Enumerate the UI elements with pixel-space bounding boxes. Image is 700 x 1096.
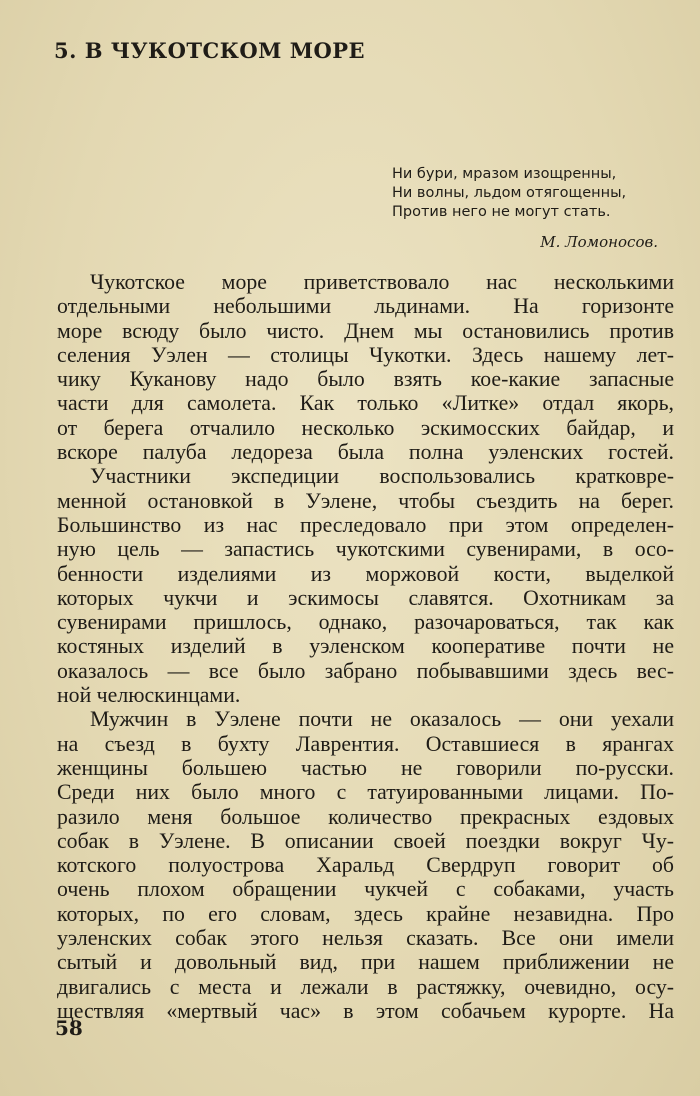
text-line: двигались с места и лежали в растяжку, очевидно, осу-: [57, 974, 674, 999]
text-line: уэленских собак этого нельзя сказать. Все они имели: [57, 926, 674, 951]
text-line: Среди них было много с татуированными лицами. По-: [57, 780, 674, 805]
text-line: части для самолета. Как только «Литке» отдал якорь,: [57, 391, 674, 416]
chapter-title: 5. В ЧУКОТСКОМ МОРЕ: [54, 38, 366, 63]
text-line: ществляя «мертвый час» в этом собачьем курорте. На: [57, 998, 674, 1023]
text-line: сытый и довольный вид, при нашем приближении не: [57, 950, 674, 975]
text-line: ной челюскинцами.: [57, 683, 241, 708]
text-line: отдельными небольшими льдинами. На горизонте: [57, 294, 674, 319]
text-line: вскоре палуба ледореза была полна уэленских гостей.: [57, 440, 674, 465]
text-line: Чукотское море приветствовало нас несколькими: [90, 270, 674, 294]
text-line: Участники экспедиции воспользовались кратковре-: [90, 464, 674, 489]
text-line: которых чукчи и эскимосы славятся. Охотникам за: [57, 585, 674, 610]
epigraph-author: М. Ломоносов.: [540, 233, 658, 251]
text-line: очень плохом обращении чукчей с собаками, участь: [57, 877, 674, 902]
text-line: сувенирами пришлось, однако, разочароваться, так как: [57, 610, 674, 635]
text-line: на съезд в бухту Лаврентия. Оставшиеся в ярангах: [57, 731, 674, 756]
epigraph-line: Ни бури, мразом изощренны,: [392, 166, 617, 182]
text-line: котского полуострова Харальд Свердруп говорит об: [57, 853, 674, 878]
text-line: менной остановкой в Уэлене, чтобы съездить на берег.: [57, 488, 674, 513]
text-line: чику Куканову надо было взять кое-какие запасные: [57, 367, 674, 392]
epigraph-line: Ни волны, льдом отягощенны,: [392, 185, 627, 201]
text-line: Мужчин в Уэлене почти не оказалось — они уехали: [90, 707, 674, 732]
page-number: 58: [55, 1016, 83, 1040]
text-line: которых, по его словам, здесь крайне незавидна. Про: [57, 901, 674, 926]
text-line: ную цель — запастись чукотскими сувенирами, в осо-: [57, 537, 674, 562]
text-line: море всюду было чисто. Днем мы остановились против: [57, 318, 674, 343]
text-line: от берега отчалило несколько эскимосских байдар, и: [57, 415, 674, 440]
body-text: [57, 270, 674, 1023]
text-line: костяных изделий в уэленском кооперативе почти не: [57, 634, 674, 659]
epigraph-line: Против него не могут стать.: [392, 204, 611, 220]
text-line: селения Уэлен — столицы Чукотки. Здесь нашему лет-: [57, 342, 674, 367]
epigraph: [392, 165, 682, 222]
text-line: женщины большею частью не говорили по-русски.: [57, 755, 674, 780]
text-line: Большинство из нас преследовало при этом определен-: [57, 512, 674, 537]
text-line: собак в Уэлене. В описании своей поездки вокруг Чу-: [57, 828, 674, 853]
text-line: разило меня большое количество прекрасных ездовых: [57, 804, 674, 829]
text-line: бенности изделиями из моржовой кости, выделкой: [57, 561, 674, 586]
text-line: оказалось — все было забрано побывавшими здесь вес-: [57, 658, 674, 683]
